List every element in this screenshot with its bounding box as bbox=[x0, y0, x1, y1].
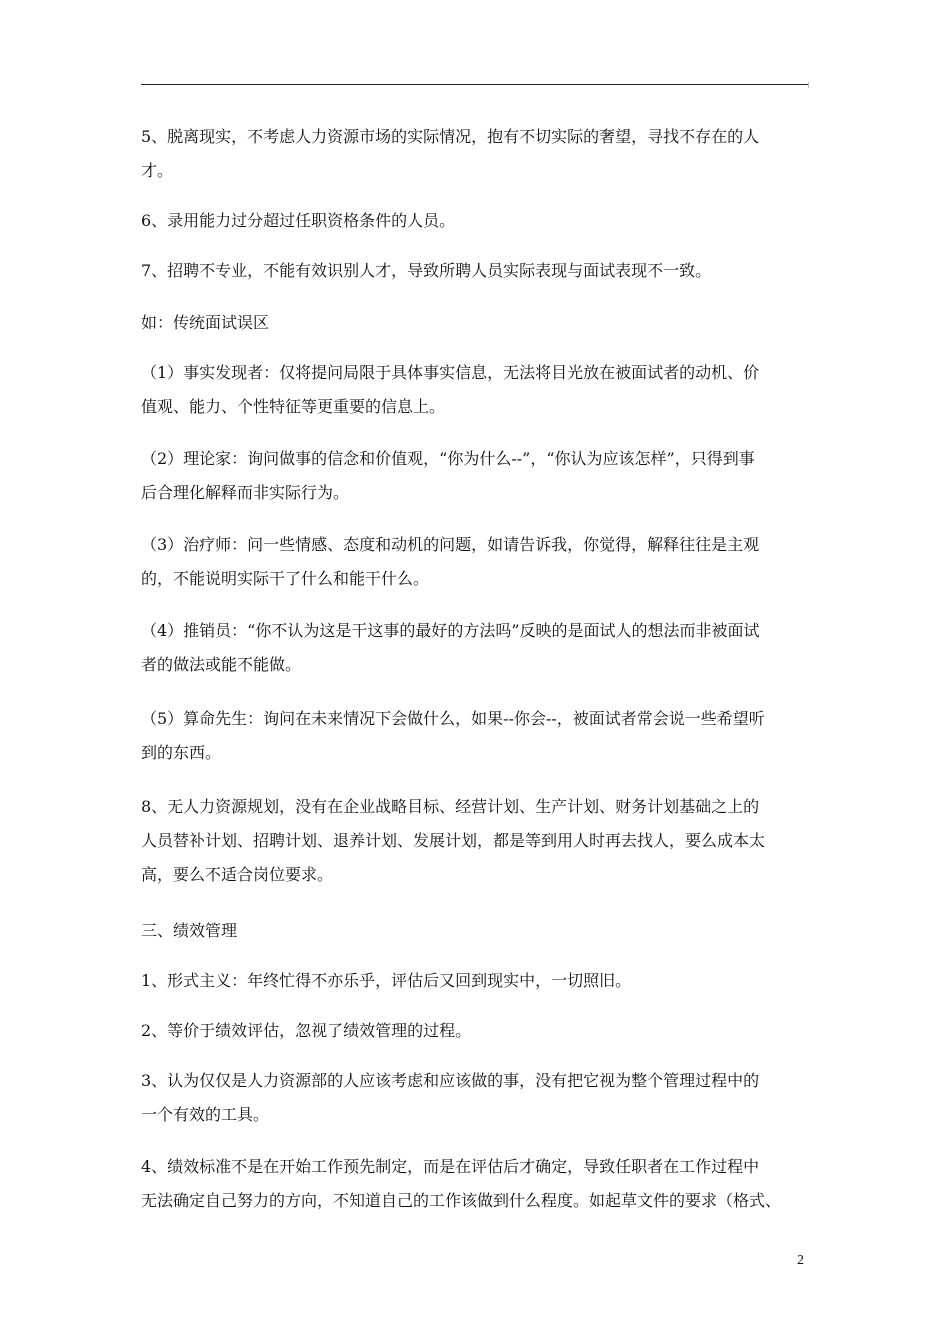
paragraph-interview-pitfalls bbox=[141, 306, 813, 340]
text-line: 者的做法或能不能做。 bbox=[141, 655, 302, 674]
header-rule bbox=[141, 84, 808, 85]
text-line: 无法确定自己努力的方向，不知道自己的工作该做到什么程度。如起草文件的要求（格式、 bbox=[141, 1191, 782, 1210]
text-line: 值观、能力、个性特征等更重要的信息上。 bbox=[141, 397, 446, 416]
text-line: 一个有效的工具。 bbox=[141, 1105, 270, 1124]
header-rule-end-mark bbox=[808, 82, 809, 88]
text-line: 高，要么不适合岗位要求。 bbox=[141, 865, 334, 884]
text-line: 3、认为仅仅是人力资源部的人应该考虑和应该做的事，没有把它视为整个管理过程中的 bbox=[141, 1071, 760, 1090]
text-line: 才。 bbox=[141, 161, 174, 180]
text-line: （4）推销员：“你不认为这是干这事的最好的方法吗”反映的是面试人的想法而非被面试 bbox=[141, 621, 760, 640]
paragraph-item-3 bbox=[141, 528, 813, 596]
paragraph-perf-4 bbox=[141, 1150, 813, 1218]
text-line: 的，不能说明实际干了什么和能干什么。 bbox=[141, 569, 430, 588]
paragraph-perf-1 bbox=[141, 964, 813, 998]
paragraph-item-4 bbox=[141, 614, 813, 682]
paragraph-item-2 bbox=[141, 442, 813, 510]
section-heading-performance-management bbox=[141, 914, 813, 948]
text-line: 2、等价于绩效评估，忽视了绩效管理的过程。 bbox=[141, 1021, 472, 1040]
text-line: （1）事实发现者：仅将提问局限于具体事实信息，无法将目光放在被面试者的动机、价 bbox=[141, 363, 760, 382]
text-line: 后合理化解释而非实际行为。 bbox=[141, 483, 350, 502]
text-line: （3）治疗师：问一些情感、态度和动机的问题，如请告诉我，你觉得，解释往往是主观 bbox=[141, 535, 760, 554]
text-line: 到的东西。 bbox=[141, 743, 222, 762]
text-line: 7、招聘不专业，不能有效识别人才，导致所聘人员实际表现与面试表现不一致。 bbox=[141, 261, 712, 280]
text-line: 三、绩效管理 bbox=[141, 921, 238, 940]
text-line: 8、无人力资源规划，没有在企业战略目标、经营计划、生产计划、财务计划基础之上的 bbox=[141, 797, 760, 816]
paragraph-7 bbox=[141, 254, 813, 288]
text-line: 4、绩效标准不是在开始工作预先制定，而是在评估后才确定，导致任职者在工作过程中 bbox=[141, 1157, 760, 1176]
text-line: 5、脱离现实，不考虑人力资源市场的实际情况，抱有不切实际的奢望，寻找不存在的人 bbox=[141, 127, 760, 146]
text-line: 如：传统面试误区 bbox=[141, 313, 270, 332]
text-line: 人员替补计划、招聘计划、退养计划、发展计划，都是等到用人时再去找人，要么成本太 bbox=[141, 831, 766, 850]
paragraph-5 bbox=[141, 120, 813, 188]
text-line: （5）算命先生：询问在未来情况下会做什么，如果--你会--，被面试者常会说一些希望听 bbox=[141, 709, 765, 728]
paragraph-8 bbox=[141, 790, 813, 892]
paragraph-item-1 bbox=[141, 356, 813, 424]
page-number: 2 bbox=[797, 1253, 804, 1268]
text-line: （2）理论家：询问做事的信念和价值观，“你为什么--”，“你认为应该怎样”，只得到事 bbox=[141, 449, 755, 468]
text-line: 1、形式主义：年终忙得不亦乐乎，评估后又回到现实中，一切照旧。 bbox=[141, 971, 632, 990]
paragraph-perf-3 bbox=[141, 1064, 813, 1132]
text-line: 6、录用能力过分超过任职资格条件的人员。 bbox=[141, 211, 456, 230]
paragraph-item-5 bbox=[141, 702, 813, 770]
paragraph-perf-2 bbox=[141, 1014, 813, 1048]
paragraph-6 bbox=[141, 204, 813, 238]
